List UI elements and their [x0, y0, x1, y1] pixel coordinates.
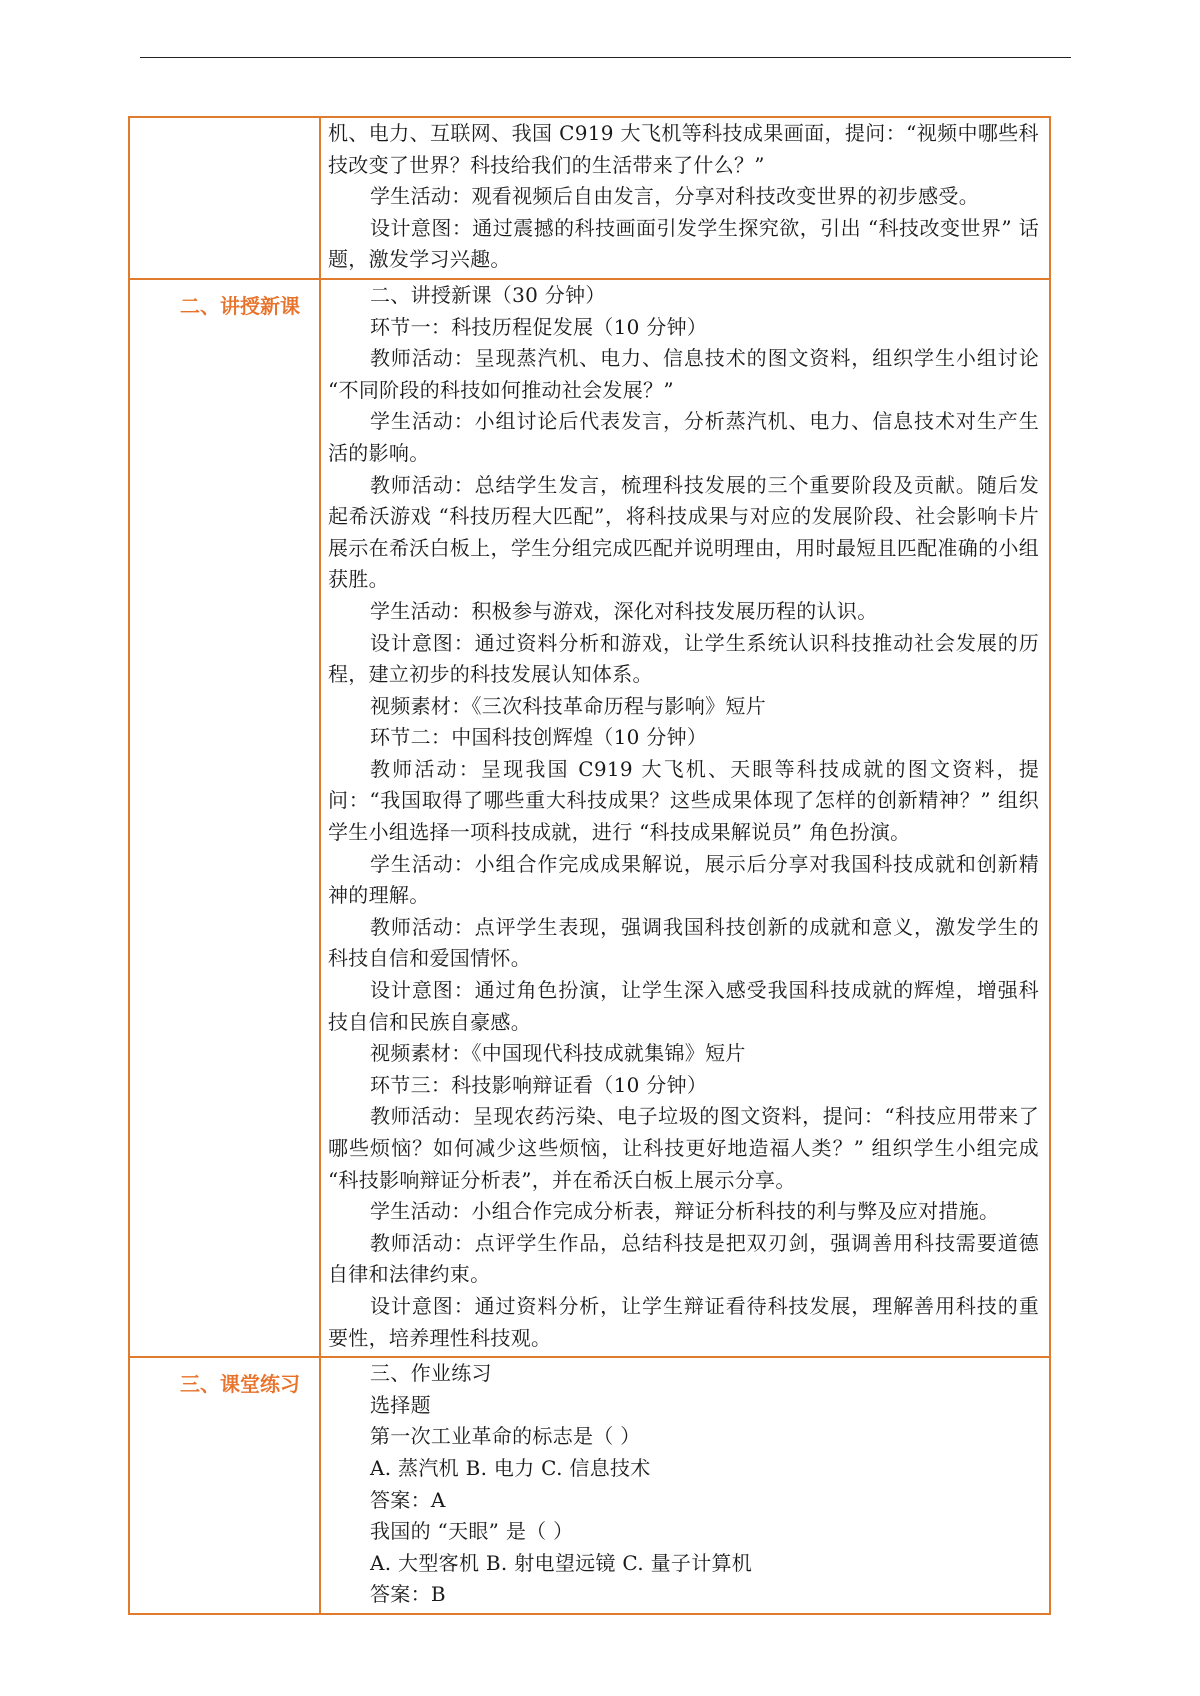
section-row — [129, 279, 1050, 1357]
content-paragraph: 教师活动：呈现农药污染、电子垃圾的图文资料，提问：“科技应用带来了哪些烦恼？如何减少这些烦恼，让科技更好地造福人类？” 组织学生小组完成 “科技影响辩证分析表”，并在希沃白板上展示分享。 — [328, 1104, 1039, 1192]
content-paragraph: 学生活动：积极参与游戏，深化对科技发展历程的认识。 — [370, 598, 878, 623]
section-label: 三、课堂练习 — [180, 1372, 300, 1397]
content-paragraph: 教师活动：呈现蒸汽机、电力、信息技术的图文资料，组织学生小组讨论 “不同阶段的科技如何推动社会发展？” — [328, 346, 1039, 402]
content-paragraph: 学生活动：小组合作完成分析表，辩证分析科技的利与弊及应对措施。 — [370, 1199, 1000, 1224]
content-paragraph: 机、电力、互联网、我国 C919 大飞机等科技成果画面，提问：“视频中哪些科技改变了世界？科技给我们的生活带来了什么？” — [328, 121, 1039, 177]
content-paragraph: 设计意图：通过资料分析，让学生辩证看待科技发展，理解善用科技的重要性，培养理性科技观。 — [328, 1293, 1039, 1350]
content-paragraph: 教师活动：总结学生发言，梳理科技发展的三个重要阶段及贡献。随后发起希沃游戏 “科技历程大匹配”，将科技成果与对应的发展阶段、社会影响卡片展示在希沃白板上，学生分组完成匹配并说明理由，用时最短且匹配准确的小组获胜。 — [328, 472, 1039, 592]
section-label-cell — [129, 1357, 320, 1614]
content-paragraph: 教师活动：呈现我国 C919 大飞机、天眼等科技成就的图文资料，提问：“我国取得了哪些重大科技成果？这些成果体现了怎样的创新精神？” 组织学生小组选择一项科技成就，进行 “科技成果解说员” 角色扮演。 — [328, 756, 1039, 845]
content-paragraph: 学生活动：小组合作完成成果解说，展示后分享对我国科技成就和创新精神的理解。 — [328, 851, 1039, 908]
section-content-cell — [320, 279, 1050, 1357]
section-label-cell — [129, 117, 320, 279]
content-paragraph: A. 大型客机 B. 射电望远镜 C. 量子计算机 — [370, 1550, 753, 1575]
content-paragraph: 环节二：中国科技创辉煌（10 分钟） — [370, 725, 708, 750]
lesson-plan-body — [129, 117, 1050, 1614]
section-content-cell — [320, 117, 1050, 279]
content-paragraph: A. 蒸汽机 B. 电力 C. 信息技术 — [370, 1455, 651, 1480]
content-paragraph: 三、作业练习 — [370, 1361, 492, 1386]
content-paragraph: 学生活动：观看视频后自由发言，分享对科技改变世界的初步感受。 — [370, 184, 979, 209]
content-paragraph: 教师活动：点评学生表现，强调我国科技创新的成就和意义，激发学生的科技自信和爱国情怀。 — [328, 914, 1039, 971]
content-paragraph: 选择题 — [370, 1392, 431, 1417]
content-paragraph: 设计意图：通过震撼的科技画面引发学生探究欲，引出 “科技改变世界” 话题，激发学习兴趣。 — [328, 215, 1039, 272]
content-paragraph: 答案：B — [370, 1582, 446, 1607]
section-label-cell — [129, 279, 320, 1357]
section-label — [130, 118, 319, 130]
content-paragraph: 学生活动：小组讨论后代表发言，分析蒸汽机、电力、信息技术对生产生活的影响。 — [328, 409, 1039, 465]
section-label: 二、讲授新课 — [180, 293, 300, 318]
header-rule — [140, 57, 1071, 58]
content-paragraph: 设计意图：通过资料分析和游戏，让学生系统认识科技推动社会发展的历程，建立初步的科技发展认知体系。 — [328, 630, 1039, 687]
section-row — [129, 1357, 1050, 1614]
lesson-plan-table — [128, 116, 1051, 1615]
content-paragraph: 我国的 “天眼” 是（ ） — [370, 1519, 574, 1544]
content-paragraph: 第一次工业革命的标志是（ ） — [370, 1424, 641, 1449]
content-paragraph: 视频素材：《三次科技革命历程与影响》短片 — [370, 693, 766, 718]
content-paragraph: 答案：A — [370, 1487, 446, 1512]
content-paragraph: 二、讲授新课（30 分钟） — [370, 282, 606, 307]
section-content-cell — [320, 1357, 1050, 1614]
content-paragraph: 教师活动：点评学生作品，总结科技是把双刃剑，强调善用科技需要道德自律和法律约束。 — [328, 1230, 1039, 1287]
content-paragraph: 视频素材：《中国现代科技成就集锦》短片 — [370, 1041, 746, 1066]
section-row — [129, 117, 1050, 279]
content-paragraph: 环节三：科技影响辩证看（10 分钟） — [370, 1072, 708, 1097]
content-paragraph: 环节一：科技历程促发展（10 分钟） — [370, 314, 708, 339]
content-paragraph: 设计意图：通过角色扮演，让学生深入感受我国科技成就的辉煌，增强科技自信和民族自豪感。 — [328, 978, 1039, 1034]
